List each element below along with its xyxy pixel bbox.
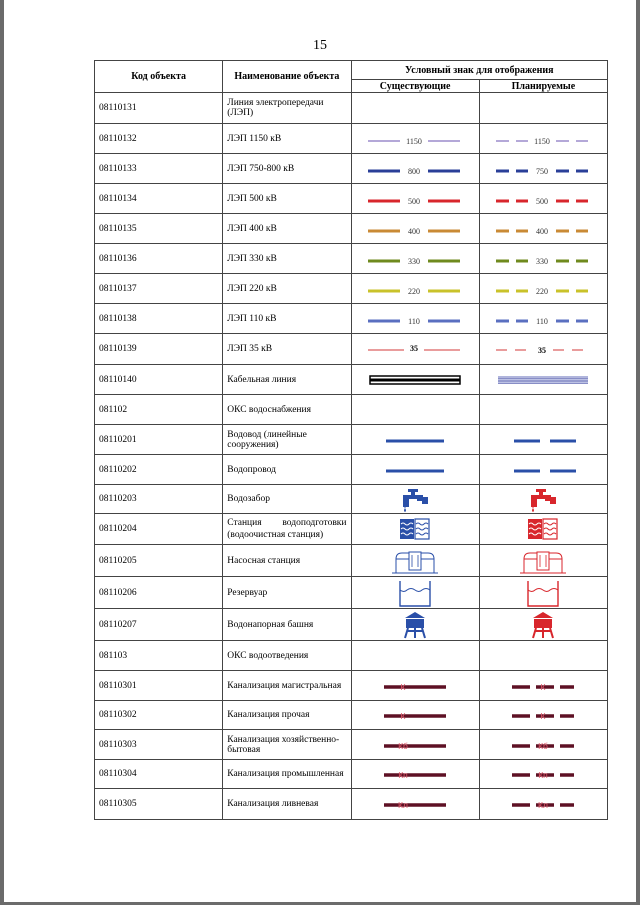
table-row: [95, 304, 608, 334]
planned-symbol-line: [484, 156, 602, 182]
svg-text:220: 220: [408, 286, 421, 296]
planned-symbol-water-line: [484, 427, 602, 453]
object-name: ОКС водоснабжения: [223, 395, 351, 425]
existing-symbol-cell: [351, 395, 479, 425]
planned-symbol-cable: [484, 367, 602, 393]
object-code: 08110201: [95, 425, 223, 455]
existing-symbol-cell: [351, 365, 479, 395]
object-code: 08110138: [95, 304, 223, 334]
existing-symbol-cell: [351, 577, 479, 609]
svg-text:1150: 1150: [406, 136, 422, 146]
existing-symbol-sewer: [356, 761, 474, 787]
svg-text:330: 330: [408, 256, 421, 266]
planned-symbol-line: [484, 246, 602, 272]
object-name: Водопровод: [223, 455, 351, 485]
existing-symbol-cell: [351, 641, 479, 671]
svg-text:220: 220: [536, 286, 549, 296]
planned-symbol-cell: [479, 304, 607, 334]
object-code: 08110139: [95, 334, 223, 365]
existing-symbol-line: [356, 186, 474, 212]
svg-text:Кп: Кп: [398, 770, 408, 780]
planned-symbol-cell: [479, 730, 607, 760]
header-code: Код объекта: [95, 61, 223, 93]
svg-text:К: К: [540, 711, 546, 721]
existing-symbol-cell: [351, 514, 479, 545]
planned-symbol-thin: [484, 336, 602, 362]
existing-symbol-cell: [351, 789, 479, 820]
planned-symbol-tap: [484, 485, 602, 513]
table-row: [95, 214, 608, 244]
object-code: 08110137: [95, 274, 223, 304]
planned-symbol-cell: [479, 609, 607, 641]
existing-symbol-cell: [351, 244, 479, 274]
planned-symbol-cell: [479, 485, 607, 514]
planned-symbol-cell: [479, 214, 607, 244]
existing-symbol-cell: [351, 455, 479, 485]
object-code: 08110202: [95, 455, 223, 485]
existing-symbol-pump: [356, 547, 474, 575]
object-name: Резервуар: [223, 577, 351, 609]
object-name: Канализация прочая: [223, 701, 351, 730]
object-name: Водозабор: [223, 485, 351, 514]
planned-symbol-cell: [479, 154, 607, 184]
planned-symbol-cell: [479, 577, 607, 609]
table-row: [95, 244, 608, 274]
object-code: 081102: [95, 395, 223, 425]
planned-symbol-cell: [479, 244, 607, 274]
object-name: Канализация магистральная: [223, 671, 351, 701]
planned-symbol-cell: [479, 641, 607, 671]
object-code: 08110134: [95, 184, 223, 214]
object-name: Водонапорная башня: [223, 609, 351, 641]
object-code: 08110140: [95, 365, 223, 395]
existing-symbol-tank: [356, 578, 474, 608]
planned-symbol-sewer: [484, 732, 602, 758]
object-name: ЛЭП 750-800 кВ: [223, 154, 351, 184]
planned-symbol-line: [484, 126, 602, 152]
existing-symbol-cell: [351, 124, 479, 154]
existing-symbol-cell: [351, 701, 479, 730]
table-row: [95, 365, 608, 395]
planned-symbol-sewer: [484, 673, 602, 699]
object-code: 08110136: [95, 244, 223, 274]
planned-symbol-pump: [484, 547, 602, 575]
svg-text:Кб: Кб: [538, 740, 549, 751]
svg-text:35: 35: [410, 344, 419, 353]
table-row: [95, 545, 608, 577]
object-code: 08110206: [95, 577, 223, 609]
planned-symbol-cell: [479, 425, 607, 455]
existing-symbol-cell: [351, 760, 479, 789]
table-row: [95, 274, 608, 304]
legend-table: [94, 60, 608, 820]
existing-symbol-cell: [351, 184, 479, 214]
svg-text:500: 500: [536, 196, 549, 206]
planned-symbol-cell: [479, 274, 607, 304]
existing-symbol-line: [356, 156, 474, 182]
table-row: [95, 760, 608, 789]
existing-symbol-treatment: [356, 515, 474, 543]
object-name: Канализация ливневая: [223, 789, 351, 820]
svg-text:400: 400: [536, 226, 549, 236]
planned-symbol-cell: [479, 395, 607, 425]
object-name: ОКС водоотведения: [223, 641, 351, 671]
existing-symbol-tap: [356, 485, 474, 513]
header-planned: Планируемые: [479, 80, 607, 93]
planned-symbol-sewer: [484, 761, 602, 787]
planned-symbol-cell: [479, 671, 607, 701]
svg-text:К: К: [400, 681, 406, 692]
object-name: ЛЭП 400 кВ: [223, 214, 351, 244]
planned-symbol-tank: [484, 578, 602, 608]
object-code: 08110207: [95, 609, 223, 641]
existing-symbol-water-line: [356, 427, 474, 453]
object-name: Насосная станция: [223, 545, 351, 577]
object-name: ЛЭП 110 кВ: [223, 304, 351, 334]
object-name: Линия электропередачи (ЛЭП): [223, 93, 351, 124]
document-page: [4, 0, 636, 902]
table-row: [95, 124, 608, 154]
existing-symbol-cell: [351, 730, 479, 760]
svg-text:110: 110: [408, 316, 420, 326]
existing-symbol-line: [356, 216, 474, 242]
planned-symbol-cell: [479, 124, 607, 154]
existing-symbol-line: [356, 246, 474, 272]
object-name: Канализация промышленная: [223, 760, 351, 789]
table-row: [95, 395, 608, 425]
existing-symbol-sewer: [356, 702, 474, 728]
existing-symbol-sewer: [356, 791, 474, 817]
header-existing: Существующие: [351, 80, 479, 93]
planned-symbol-line: [484, 186, 602, 212]
planned-symbol-cell: [479, 701, 607, 730]
object-code: 08110305: [95, 789, 223, 820]
existing-symbol-line: [356, 306, 474, 332]
svg-text:1150: 1150: [534, 136, 551, 146]
object-name: ЛЭП 220 кВ: [223, 274, 351, 304]
planned-symbol-tower: [484, 610, 602, 640]
planned-symbol-cell: [479, 514, 607, 545]
existing-symbol-tower: [356, 610, 474, 640]
svg-text:Кл: Кл: [538, 800, 549, 810]
existing-symbol-cell: [351, 154, 479, 184]
object-code: 08110203: [95, 485, 223, 514]
planned-symbol-cell: [479, 545, 607, 577]
planned-symbol-water-line: [484, 457, 602, 483]
svg-text:800: 800: [408, 166, 421, 176]
table-row: [95, 577, 608, 609]
existing-symbol-line: [356, 126, 474, 152]
object-name: Канализация хозяйственно-бытовая: [223, 730, 351, 760]
object-code: 08110135: [95, 214, 223, 244]
table-row: [95, 334, 608, 365]
object-name: ЛЭП 1150 кВ: [223, 124, 351, 154]
object-name: Водовод (линейные сооружения): [223, 425, 351, 455]
planned-symbol-cell: [479, 184, 607, 214]
planned-symbol-line: [484, 306, 602, 332]
object-name: Кабельная линия: [223, 365, 351, 395]
svg-text:500: 500: [408, 196, 421, 206]
existing-symbol-sewer: [356, 673, 474, 699]
object-name: ЛЭП 500 кВ: [223, 184, 351, 214]
planned-symbol-line: [484, 216, 602, 242]
existing-symbol-line: [356, 276, 474, 302]
object-code: 08110304: [95, 760, 223, 789]
object-code: 08110301: [95, 671, 223, 701]
planned-symbol-line: [484, 276, 602, 302]
svg-text:330: 330: [536, 256, 549, 266]
table-row: [95, 425, 608, 455]
table-row: [95, 641, 608, 671]
object-code: 08110204: [95, 514, 223, 545]
planned-symbol-cell: [479, 455, 607, 485]
existing-symbol-cell: [351, 485, 479, 514]
table-row: [95, 154, 608, 184]
planned-symbol-cell: [479, 334, 607, 365]
object-name: ЛЭП 35 кВ: [223, 334, 351, 365]
header-name: Наименование объекта: [223, 61, 351, 93]
svg-text:400: 400: [408, 226, 421, 236]
svg-text:110: 110: [536, 316, 549, 326]
table-row: [95, 730, 608, 760]
object-code: 08110303: [95, 730, 223, 760]
object-code: 08110131: [95, 93, 223, 124]
object-name: Станция водоподготовки (водоочистная станция): [223, 514, 351, 545]
existing-symbol-cable: [356, 367, 474, 393]
existing-symbol-water-line: [356, 457, 474, 483]
object-name: ЛЭП 330 кВ: [223, 244, 351, 274]
existing-symbol-cell: [351, 214, 479, 244]
planned-symbol-cell: [479, 365, 607, 395]
planned-symbol-sewer: [484, 702, 602, 728]
existing-symbol-cell: [351, 425, 479, 455]
planned-symbol-sewer: [484, 791, 602, 817]
existing-symbol-cell: [351, 274, 479, 304]
existing-symbol-cell: [351, 334, 479, 365]
existing-symbol-thin: [356, 336, 474, 362]
header-symbol: Условный знак для отображения: [351, 61, 608, 80]
planned-symbol-cell: [479, 760, 607, 789]
page-number: 15: [313, 38, 327, 53]
svg-text:Кп: Кп: [538, 770, 549, 780]
table-row: [95, 671, 608, 701]
svg-text:Кл: Кл: [398, 800, 409, 810]
svg-text:750: 750: [536, 166, 549, 176]
existing-symbol-sewer: [356, 732, 474, 758]
table-row: [95, 701, 608, 730]
table-row: [95, 485, 608, 514]
table-row: [95, 93, 608, 124]
planned-symbol-treatment: [484, 515, 602, 543]
existing-symbol-cell: [351, 671, 479, 701]
object-code: 08110302: [95, 701, 223, 730]
svg-text:35: 35: [538, 346, 547, 355]
object-code: 08110133: [95, 154, 223, 184]
planned-symbol-cell: [479, 789, 607, 820]
svg-text:Кб: Кб: [398, 740, 409, 751]
object-code: 081103: [95, 641, 223, 671]
table-row: [95, 789, 608, 820]
existing-symbol-cell: [351, 609, 479, 641]
existing-symbol-cell: [351, 304, 479, 334]
existing-symbol-cell: [351, 545, 479, 577]
table-row: [95, 455, 608, 485]
object-code: 08110132: [95, 124, 223, 154]
object-code: 08110205: [95, 545, 223, 577]
table-row: [95, 184, 608, 214]
planned-symbol-cell: [479, 93, 607, 124]
svg-text:К: К: [400, 711, 406, 721]
svg-text:К: К: [540, 681, 546, 692]
table-row: [95, 514, 608, 545]
existing-symbol-cell: [351, 93, 479, 124]
table-row: [95, 609, 608, 641]
